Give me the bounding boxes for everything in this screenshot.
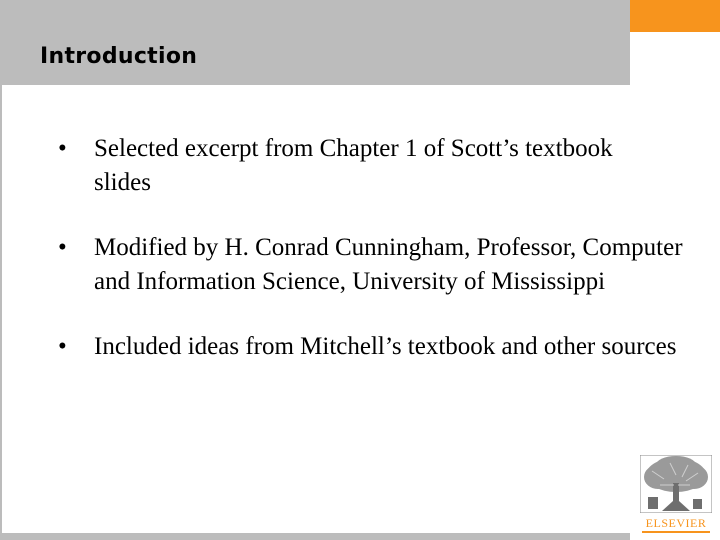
- bottom-border: [0, 533, 630, 540]
- bullet-point: •: [58, 333, 67, 360]
- bullet-item: [58, 330, 714, 364]
- bullet-item: [58, 132, 624, 200]
- bullet-point: •: [58, 234, 67, 261]
- bullet-item: [58, 231, 684, 299]
- elsevier-wordmark: ELSEVIER: [645, 516, 707, 530]
- bullet-text: Selected excerpt from Chapter 1 of Scott’s textbook slides: [94, 135, 613, 196]
- bullet-text: Included ideas from Mitchell’s textbook and other sources: [94, 333, 677, 360]
- title-bar: [0, 0, 630, 85]
- bullet-text: Modified by H. Conrad Cunningham, Professor, Computer and Information Science, University of Mississippi: [94, 234, 683, 295]
- slide-title: Introduction: [40, 44, 198, 69]
- bullet-list: [58, 132, 683, 395]
- left-border: [0, 85, 2, 540]
- orange-accent-block: [630, 0, 720, 32]
- elsevier-logo: [638, 455, 714, 537]
- elsevier-tree-icon: [640, 455, 712, 513]
- logo-underline: [642, 531, 710, 533]
- bullet-point: •: [58, 135, 67, 162]
